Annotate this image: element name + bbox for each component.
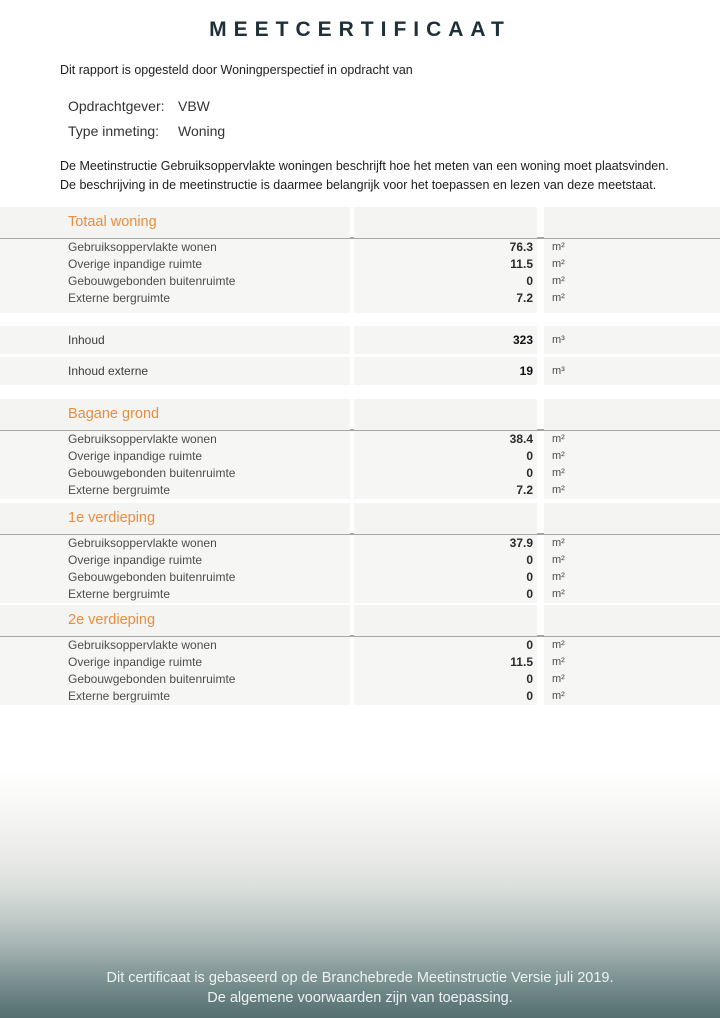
total-label: Inhoud (0, 326, 350, 354)
row-value: 0 (354, 569, 537, 586)
row-value: 38.4 (354, 431, 537, 448)
section-rows (0, 239, 720, 307)
table-row (0, 637, 720, 654)
row-label: Overige inpandige ruimte (0, 552, 350, 569)
description-line-2: De beschrijving in de meetinstructie is daarmee belangrijk voor het toepassen en lezen van deze meetstaat. (60, 178, 657, 192)
measurement-type-label: Type inmeting: (68, 123, 160, 139)
section-title: 1e verdieping (68, 510, 156, 526)
row-value: 0 (354, 671, 537, 688)
row-value: 0 (354, 688, 537, 705)
row-unit: m² (544, 637, 720, 654)
section-2e-verdieping (0, 605, 720, 705)
row-value: 37.9 (354, 535, 537, 552)
section-header (0, 399, 720, 431)
client-row (68, 98, 210, 114)
row-label: Externe bergruimte (0, 482, 350, 499)
client-value: VBW (178, 98, 210, 114)
section-bottom-padding (0, 307, 720, 313)
total-value: 19 (354, 357, 537, 385)
client-label: Opdrachtgever: (68, 98, 165, 114)
measurement-type-value: Woning (178, 123, 226, 139)
row-label: Overige inpandige ruimte (0, 256, 350, 273)
row-value: 0 (354, 637, 537, 654)
table-row (0, 535, 720, 552)
row-label: Overige inpandige ruimte (0, 448, 350, 465)
row-unit: m² (544, 552, 720, 569)
row-label: Gebouwgebonden buitenruimte (0, 465, 350, 482)
row-label: Gebruiksoppervlakte wonen (0, 637, 350, 654)
measurement-type-row (68, 123, 225, 139)
section-totaal-woning (0, 207, 720, 313)
row-label: Gebouwgebonden buitenruimte (0, 671, 350, 688)
row-label: Gebouwgebonden buitenruimte (0, 569, 350, 586)
total-unit: m³ (544, 357, 720, 385)
row-value: 76.3 (354, 239, 537, 256)
row-label: Gebruiksoppervlakte wonen (0, 239, 350, 256)
row-value: 0 (354, 586, 537, 603)
row-label: Externe bergruimte (0, 290, 350, 307)
total-unit: m³ (544, 326, 720, 354)
footer-line-2: De algemene voorwaarden zijn van toepassing. (207, 990, 513, 1006)
section-title: Totaal woning (68, 214, 157, 230)
row-value: 11.5 (354, 654, 537, 671)
section-bagane-grond (0, 399, 720, 499)
row-unit: m² (544, 448, 720, 465)
section-header (0, 503, 720, 535)
footer-text (0, 968, 720, 1008)
table-row (0, 256, 720, 273)
table-row (0, 688, 720, 705)
table-row (0, 239, 720, 256)
row-value: 11.5 (354, 256, 537, 273)
section-rows (0, 431, 720, 499)
row-label: Overige inpandige ruimte (0, 654, 350, 671)
description-line-1: De Meetinstructie Gebruiksoppervlakte woningen beschrijft hoe het meten van een woning moet plaatsvinden. (60, 159, 669, 173)
row-value: 7.2 (354, 482, 537, 499)
section-header (0, 207, 720, 239)
table-row (0, 552, 720, 569)
footer-line-1: Dit certificaat is gebaseerd op de Branchebrede Meetinstructie Versie juli 2019. (106, 970, 614, 986)
row-unit: m² (544, 654, 720, 671)
row-unit: m² (544, 569, 720, 586)
row-unit: m² (544, 256, 720, 273)
row-unit: m² (544, 586, 720, 603)
section-rows (0, 535, 720, 603)
row-label: Gebouwgebonden buitenruimte (0, 273, 350, 290)
footer-gradient (0, 770, 720, 1018)
table-row (0, 654, 720, 671)
row-unit: m² (544, 671, 720, 688)
row-unit: m² (544, 239, 720, 256)
table-row (0, 482, 720, 499)
row-value: 7.2 (354, 290, 537, 307)
total-value: 323 (354, 326, 537, 354)
row-unit: m² (544, 290, 720, 307)
row-value: 0 (354, 273, 537, 290)
table-row (0, 569, 720, 586)
table-row (0, 465, 720, 482)
table-row (0, 290, 720, 307)
total-label: Inhoud externe (0, 357, 350, 385)
description-paragraph (60, 157, 700, 195)
section-title: Bagane grond (68, 406, 160, 422)
row-label: Externe bergruimte (0, 688, 350, 705)
row-unit: m² (544, 482, 720, 499)
table-row (0, 431, 720, 448)
page-title: MEETCERTIFICAAT (209, 18, 511, 41)
table-row (0, 671, 720, 688)
intro-text: Dit rapport is opgesteld door Woningperspectief in opdracht van (60, 63, 413, 77)
row-unit: m² (544, 465, 720, 482)
row-value: 0 (354, 465, 537, 482)
total-row-inhoud (0, 326, 720, 354)
row-label: Gebruiksoppervlakte wonen (0, 535, 350, 552)
section-header (0, 605, 720, 637)
row-label: Externe bergruimte (0, 586, 350, 603)
section-rows (0, 637, 720, 705)
table-row (0, 586, 720, 603)
total-row-inhoud-externe (0, 357, 720, 385)
row-unit: m² (544, 431, 720, 448)
row-unit: m² (544, 535, 720, 552)
row-value: 0 (354, 552, 537, 569)
section-title: 2e verdieping (68, 612, 156, 628)
section-1e-verdieping (0, 503, 720, 603)
row-unit: m² (544, 273, 720, 290)
row-value: 0 (354, 448, 537, 465)
table-row (0, 273, 720, 290)
row-unit: m² (544, 688, 720, 705)
table-row (0, 448, 720, 465)
row-label: Gebruiksoppervlakte wonen (0, 431, 350, 448)
